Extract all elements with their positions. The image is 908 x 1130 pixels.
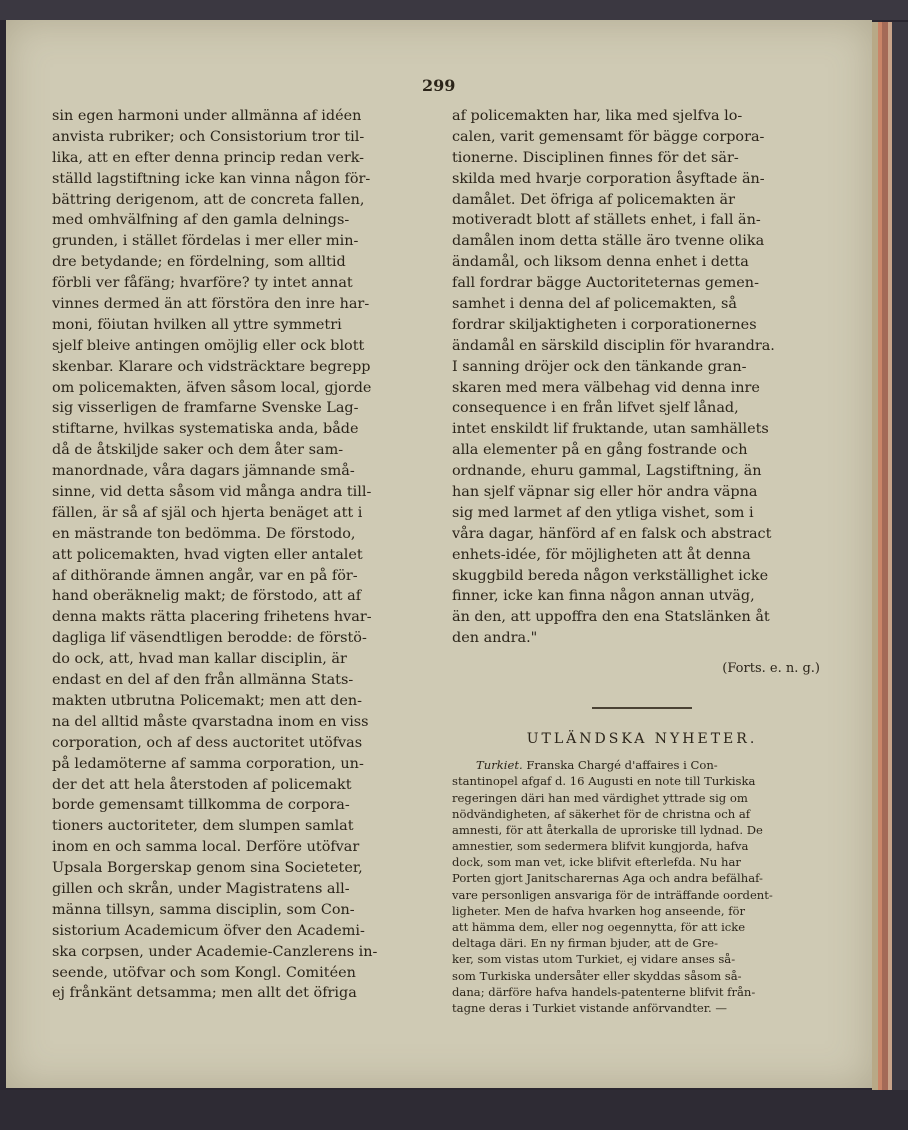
news-line: som Turkiska undersåter eller skyddas såsom så-: [452, 968, 742, 983]
text-line: sinne, vid detta såsom vid många andra till-: [52, 484, 372, 501]
text-line: damålen inom detta ställe äro tvenne olika: [452, 233, 765, 250]
news-first-line-text: Franska Chargé d'affaires i Con-: [526, 758, 718, 773]
text-line: sistorium Academicum öfver den Academi-: [52, 922, 365, 939]
text-line: do ock, att, hvad man kallar disciplin, är: [52, 651, 347, 668]
text-line: enhets-idée, för möjligheten att åt denna: [452, 546, 751, 563]
news-line: dock, som man vet, icke blifvit efterlefda. Nu har: [452, 855, 741, 870]
text-line: den andra.": [452, 630, 538, 647]
text-line: gillen och skrån, under Magistratens all-: [52, 880, 350, 897]
text-line: sjelf bleive antingen omöjlig eller ock blott: [52, 337, 365, 354]
text-line: seende, utöfvar och som Kongl. Comitéen: [52, 964, 356, 981]
text-line: sin egen harmoni under allmänna af idéen: [52, 108, 362, 124]
text-line: moni, föiutan hvilken all yttre symmetri: [52, 316, 342, 333]
text-line: tionerne. Disciplinen finnes för det sär-: [452, 149, 739, 166]
text-line: männa tillsyn, samma disciplin, som Con-: [52, 901, 355, 918]
news-line: att hämma dem, eller nog oegennytta, för att icke: [452, 920, 746, 935]
text-line: bättring derigenom, att de concreta fallen,: [52, 191, 365, 208]
text-line: skenbar. Klarare och vidsträcktare begrepp: [52, 358, 371, 375]
text-line: med omhvälfning af den gamla delnings-: [52, 212, 350, 229]
text-line: finner, icke kan finna någon annan utväg,: [452, 588, 755, 605]
text-line: vinnes dermed än att förstöra den inre har-: [52, 296, 370, 313]
text-line: dagliga lif väsendtligen berodde: de förstö-: [52, 630, 367, 647]
text-line: grunden, i stället fördelas i mer eller min-: [52, 233, 359, 250]
right-column-body: [452, 106, 832, 649]
text-line: manordnade, våra dagars jämnande små-: [52, 463, 355, 480]
text-line: I sanning dröjer ock den tänkande gran-: [452, 358, 747, 375]
text-line: skaren med mera välbehag vid denna inre: [452, 379, 760, 396]
text-line: intet enskildt lif fruktande, utan samhällets: [452, 421, 769, 438]
text-line: damålet. Det öfriga af policemakten är: [452, 191, 735, 208]
text-line: borde gemensamt tillkomma de corpora-: [52, 797, 350, 814]
text-line: skuggbild bereda någon verkställighet icke: [452, 567, 769, 584]
text-line: ändamål en särskild disciplin för hvarandra.: [452, 337, 775, 354]
text-line: af policemakten har, lika med sjelfva lo-: [452, 108, 743, 124]
news-first-line: [452, 757, 832, 773]
text-line: stiftarne, hvilkas systematiska anda, både: [52, 421, 359, 438]
text-line: ej frånkänt detsamma; men allt det öfriga: [52, 985, 357, 1002]
text-line: fordrar skiljaktigheten i corporationernes: [452, 316, 757, 333]
scan-top-border: [0, 0, 908, 20]
left-text-column: [52, 106, 432, 1004]
news-line: dana; därföre hafva handels-patenterne blifvit från-: [452, 984, 756, 999]
news-line: tagne deras i Turkiet vistande anförvandter. —: [452, 1000, 727, 1015]
text-line: alla elementer på en gång fostrande och: [452, 442, 748, 459]
text-line: dre betydande; en fördelning, som alltid: [52, 254, 346, 271]
news-line: regeringen däri han med värdighet yttrade sig om: [452, 790, 748, 805]
section-title: UTLÄNDSKA NYHETER.: [526, 731, 758, 748]
news-line: amnesti, för att återkalla de uproriske till lydnad. De: [452, 822, 763, 837]
text-line: corporation, och af dess auctoritet utöfvas: [52, 734, 363, 751]
text-line: på ledamöterne af samma corporation, un-: [52, 755, 364, 772]
scan-right-border: [892, 22, 908, 1090]
text-line: sig visserligen de framfarne Svenske Lag-: [52, 400, 359, 417]
text-line: inom en och samma local. Derföre utöfvar: [52, 839, 360, 856]
text-line: fall fordrar bägge Auctoriteternas gemen-: [452, 275, 759, 292]
text-line: hand oberäknelig makt; de förstodo, att af: [52, 588, 362, 605]
continuation-note: (Forts. e. n. g.): [722, 661, 820, 677]
text-line: motiveradt blott af ställets enhet, i fall än-: [452, 212, 761, 229]
text-line: ändamål, och liksom denna enhet i detta: [452, 254, 749, 271]
text-line: att policemakten, hvad vigten eller antalet: [52, 546, 363, 563]
text-line: af dithörande ämnen angår, var en på för-: [52, 567, 358, 584]
text-line: anvista rubriker; och Consistorium tror til-: [52, 128, 365, 145]
section-divider: [592, 707, 692, 709]
text-line: lika, att en efter denna princip redan verk-: [52, 149, 365, 166]
text-line: samhet i denna del af policemakten, så: [452, 296, 738, 313]
right-text-column: [452, 106, 832, 1016]
page-number: 299: [422, 76, 456, 95]
text-line: makten utbrutna Policemakt; men att den-: [52, 692, 362, 709]
text-line: ställd lagstiftning icke kan vinna någon för-: [52, 170, 371, 187]
news-line: amnestier, som sedermera blifvit kungjorda, hafva: [452, 839, 749, 854]
news-line: nödvändigheten, af säkerhet för de christna och af: [452, 806, 751, 821]
text-line: na del alltid måste qvarstadna inom en viss: [52, 713, 369, 730]
text-line: consequence i en från lifvet sjelf lånad,: [452, 400, 739, 417]
news-line: vare personligen ansvariga för de inträffande oordent-: [452, 887, 773, 902]
text-line: fällen, är så af själ och hjerta benäget att i: [52, 504, 363, 521]
text-line: en mästrande ton bedömma. De förstodo,: [52, 525, 356, 542]
news-body: [452, 773, 832, 1016]
news-line: Porten gjort Janitscharernas Aga och andra befälhaf-: [452, 871, 763, 886]
text-line: tioners auctoriteter, dem slumpen samlat: [52, 818, 354, 835]
text-line: ordnande, ehuru gammal, Lagstiftning, än: [452, 463, 762, 480]
text-line: calen, varit gemensamt för bägge corpora-: [452, 128, 765, 145]
news-line: stantinopel afgaf d. 16 Augusti en note till Turkiska: [452, 774, 756, 789]
text-line: förbli ver fåfäng; hvarföre? ty intet annat: [52, 275, 353, 292]
text-line: då de åtskiljde saker och dem åter sam-: [52, 442, 344, 459]
text-line: ska corpsen, under Academie-Canzlerens in-: [52, 943, 378, 960]
text-line: han sjelf väpnar sig eller hör andra väpna: [452, 484, 758, 501]
news-line: ligheter. Men de hafva hvarken hog anseende, för: [452, 903, 746, 918]
news-line: ker, som vistas utom Turkiet, ej vidare anses så-: [452, 952, 736, 967]
text-line: denna makts rätta placering frihetens hvar-: [52, 609, 372, 626]
text-line: än den, att uppoffra den ena Statslänken åt: [452, 609, 770, 626]
news-line: deltaga däri. En ny firman bjuder, att de Gre-: [452, 936, 719, 951]
text-line: sig med larmet af den ytliga vishet, som i: [452, 504, 754, 521]
text-line: Upsala Borgerskap genom sina Societeter,: [52, 860, 363, 877]
text-line: om policemakten, äfven såsom local, gjorde: [52, 379, 372, 396]
scan-bottom-border: [0, 1090, 908, 1130]
text-line: skilda med hvarje corporation åsyftade än-: [452, 170, 765, 187]
text-line: der det att hela återstoden af policemakt: [52, 776, 352, 793]
text-line: våra dagar, hänförd af en falsk och abstract: [452, 525, 772, 542]
text-line: endast en del af den från allmänna Stats-: [52, 672, 354, 689]
news-country: Turkiet.: [476, 758, 523, 773]
